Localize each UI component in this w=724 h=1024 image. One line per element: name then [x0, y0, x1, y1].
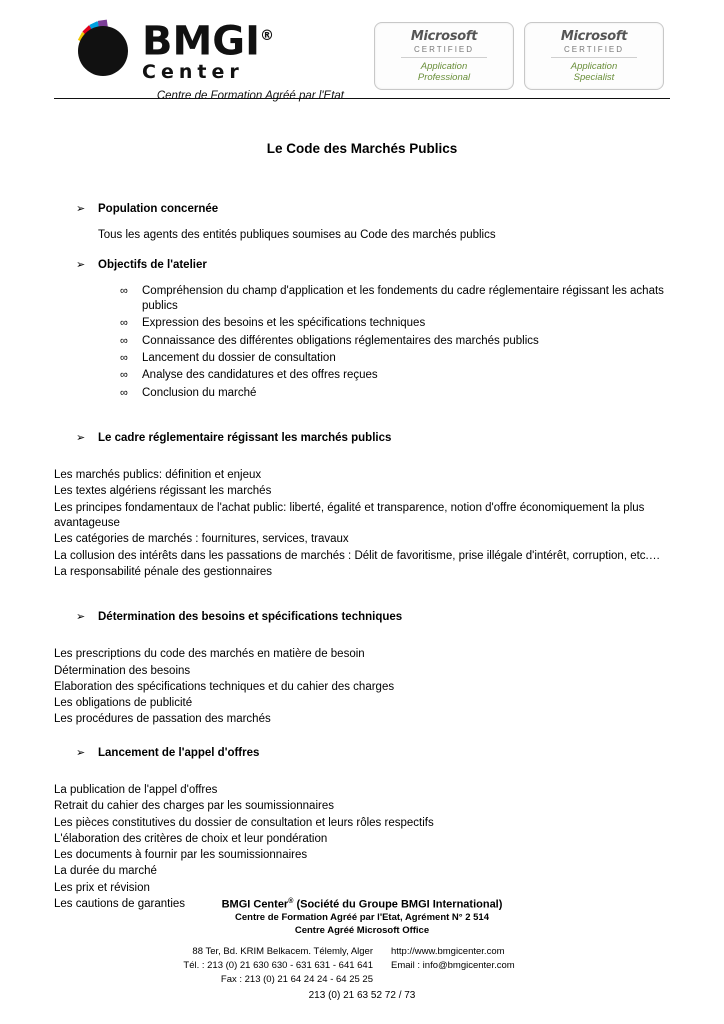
footer-phone: Tél. : 213 (0) 21 630 630 - 631 631 - 641 641: [183, 959, 373, 971]
logo-tagline: Centre de Formation Agréé par l'Etat: [156, 90, 344, 103]
badge-certified-label: CERTIFIED: [413, 45, 475, 54]
text-line: Les cautions de garanties: [54, 898, 186, 910]
badge-application-professional: [374, 22, 514, 90]
arrow-bullet-icon: ➢: [76, 203, 86, 215]
infinity-bullet-icon: ∞: [120, 334, 128, 347]
fan-logo-icon: [76, 20, 138, 78]
section-paragraph-population: Tous les agents des entités publiques soumises au Code des marchés publics: [98, 229, 496, 242]
section-lines-determination: [54, 647, 670, 727]
footer-contact-right: [387, 946, 611, 987]
infinity-bullet-icon: ∞: [120, 386, 128, 399]
list-item-label: Conclusion du marché: [142, 386, 257, 399]
badge-brand: Microsoft: [410, 29, 478, 44]
list-item: [120, 316, 670, 331]
footer-agrement: Centre de Formation Agréé par l'Etat, Agrément N° 2 514: [235, 912, 489, 924]
heading-text: Lancement de l'appel d'offres: [98, 746, 260, 759]
section-heading-objectifs: [76, 258, 670, 273]
infinity-bullet-icon: ∞: [120, 351, 128, 364]
list-item-label: Expression des besoins et les spécifications techniques: [142, 317, 426, 330]
heading-text: Le cadre réglementaire régissant les marchés publics: [98, 431, 392, 444]
text-line: Retrait du cahier des charges par les soumissionnaires: [54, 800, 334, 813]
section-heading-population: [76, 202, 670, 217]
text-line: L'élaboration des critères de choix et leur pondération: [54, 832, 328, 845]
text-line: Les principes fondamentaux de l'achat public: liberté, égalité et transparence, notion d'offre économiquement la plus avantageuse: [54, 501, 645, 529]
page-header: [54, 0, 670, 103]
heading-text: Population concernée: [98, 203, 219, 215]
text-line: Les documents à fournir par les soumissionnaires: [54, 849, 308, 862]
list-item: [120, 386, 670, 401]
certification-badges: [374, 22, 674, 90]
logo-wordmark: [142, 16, 274, 82]
list-item-label: Connaissance des différentes obligations réglementaires des marchés publics: [142, 334, 539, 347]
objectives-list: [120, 284, 670, 401]
logo-brand: BMGI®: [142, 18, 275, 65]
list-item: [120, 284, 670, 315]
list-item-label: Lancement du dossier de consultation: [142, 351, 336, 364]
document-content: [54, 202, 670, 912]
page-footer: [0, 897, 724, 1002]
section-heading-cadre: [76, 431, 670, 446]
list-item-label: Compréhension du champ d'application et les fondements du cadre réglementaire régissant les achats publics: [142, 284, 664, 313]
footer-fax: Fax : 213 (0) 21 64 24 24 - 64 25 25: [220, 973, 373, 985]
text-line: Les textes algériens régissant les marchés: [54, 485, 272, 498]
badge-divider: [551, 57, 637, 58]
list-item: [120, 334, 670, 349]
badge-line1: Application: [420, 61, 468, 72]
infinity-bullet-icon: ∞: [120, 284, 128, 297]
badge-divider: [401, 57, 487, 58]
text-line: Les pièces constitutives du dossier de consultation et leurs rôles respectifs: [54, 816, 434, 829]
footer-contact-left: [113, 946, 387, 987]
text-line: La responsabilité pénale des gestionnaires: [54, 565, 273, 578]
heading-text: Objectifs de l'atelier: [98, 258, 207, 271]
arrow-bullet-icon: ➢: [76, 611, 86, 624]
text-line: La durée du marché: [54, 865, 157, 878]
badge-line2: Specialist: [573, 72, 615, 83]
badge-brand: Microsoft: [560, 29, 628, 44]
text-line: Les prix et révision: [54, 881, 150, 894]
arrow-bullet-icon: ➢: [76, 258, 86, 271]
badge-certified-label: CERTIFIED: [563, 45, 625, 54]
logo-top-row: [76, 16, 344, 82]
list-item: [120, 351, 670, 366]
text-line: Détermination des besoins: [54, 664, 191, 677]
footer-email[interactable]: Email : info@bmgicenter.com: [391, 959, 515, 971]
badge-line2: Professional: [417, 72, 471, 83]
arrow-bullet-icon: ➢: [76, 431, 86, 444]
text-line: Les catégories de marchés : fournitures, services, travaux: [54, 533, 349, 546]
section-heading-determination: [76, 610, 670, 625]
infinity-bullet-icon: ∞: [120, 317, 128, 330]
text-line: Les obligations de publicité: [54, 697, 193, 710]
infinity-bullet-icon: ∞: [120, 369, 128, 382]
badge-line1: Application: [570, 61, 618, 72]
section-lines-cadre: [54, 468, 670, 580]
badge-application-specialist: [524, 22, 664, 90]
section-heading-lancement: [76, 746, 670, 761]
footer-fax-secondary: 213 (0) 21 63 52 72 / 73: [308, 989, 416, 1001]
footer-contact: [0, 946, 724, 987]
text-line: Les marchés publics: définition et enjeux: [54, 469, 262, 482]
text-line: La collusion des intérêts dans les passations de marchés : Délit de favoritisme, prise illégale d'intérêt, corruption, etc.…: [54, 549, 661, 562]
logo-word-center: Center: [142, 61, 244, 84]
footer-company: BMGI Center® (Société du Groupe BMGI International): [221, 897, 503, 911]
list-item-label: Analyse des candidatures et des offres reçues: [142, 369, 378, 382]
text-line: Les prescriptions du code des marchés en matière de besoin: [54, 648, 365, 661]
list-item: [120, 368, 670, 383]
section-lines-lancement: [54, 783, 670, 912]
page-title: Le Code des Marchés Publics: [266, 141, 458, 156]
footer-address: 88 Ter, Bd. KRIM Belkacem. Télemly, Alger: [192, 946, 373, 958]
bmgi-logo: [76, 16, 344, 102]
arrow-bullet-icon: ➢: [76, 746, 86, 759]
heading-text: Détermination des besoins et spécifications techniques: [98, 611, 403, 624]
footer-microsoft: Centre Agréé Microsoft Office: [294, 925, 430, 937]
text-line: Elaboration des spécifications techniques et du cahier des charges: [54, 680, 395, 693]
text-line: Les procédures de passation des marchés: [54, 713, 271, 726]
text-line: La publication de l'appel d'offres: [54, 784, 218, 797]
footer-website[interactable]: http://www.bmgicenter.com: [391, 946, 505, 958]
